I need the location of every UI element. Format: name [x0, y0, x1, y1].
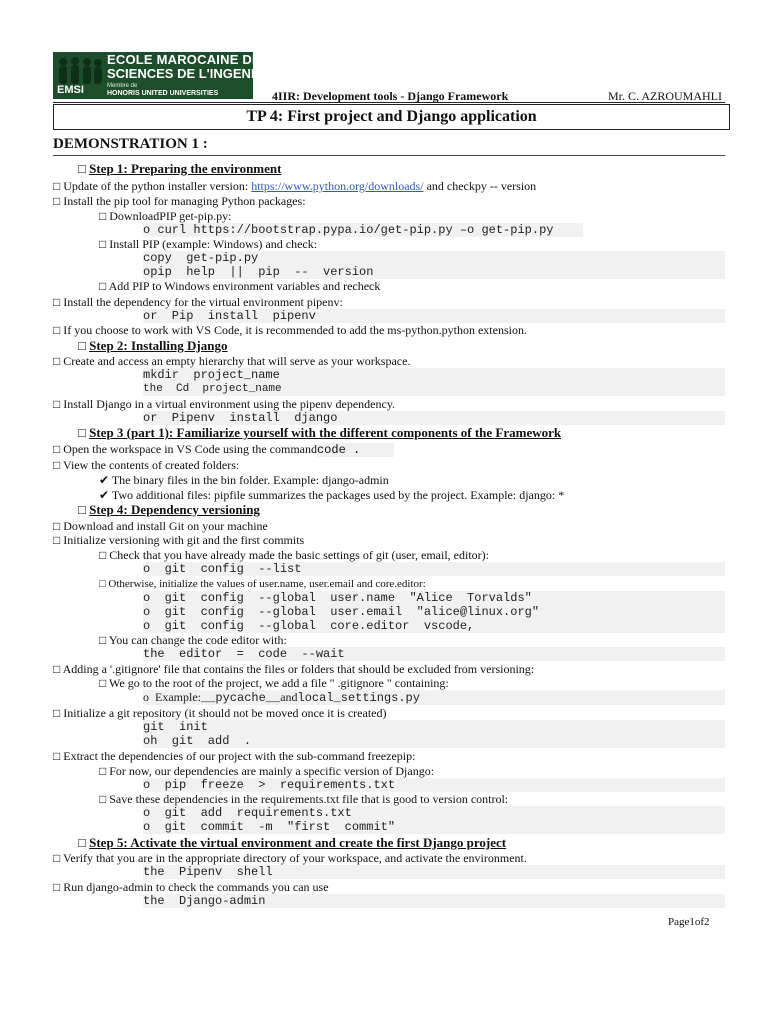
code-line: mkdir project_name: [143, 368, 725, 382]
list-item: [53, 851, 527, 865]
checkbox-icon: □: [78, 502, 90, 517]
section-heading: DEMONSTRATION 1 :: [53, 136, 208, 152]
checkbox-icon: □: [78, 161, 90, 176]
list-item-text: For now, our dependencies are mainly a specific version of Django:: [109, 764, 435, 778]
step-number: Step 3 (part 1):: [89, 425, 177, 440]
list-item: [99, 237, 317, 251]
checkbox-icon: □: [99, 578, 109, 590]
checkbox-icon: □: [53, 749, 64, 763]
checkbox-icon: □: [53, 397, 64, 411]
checkmark-icon: ✔: [99, 473, 112, 487]
list-item-text: Run django-admin to check the commands you can use: [63, 880, 329, 894]
section-divider: [53, 155, 725, 156]
list-item: [53, 880, 329, 894]
list-item-text: Otherwise, initialize the values of user.name, user.email and core.editor:: [108, 578, 426, 590]
list-item: [53, 749, 415, 763]
people-silhouette-icon: [55, 56, 105, 86]
list-item: [53, 179, 536, 193]
code-line: oh git add .: [143, 734, 725, 748]
code-fragment: __pycache__: [200, 691, 281, 705]
list-item-text: Save these dependencies in the requirements.txt file that is good to version control:: [109, 792, 509, 806]
checkbox-icon: □: [53, 354, 64, 368]
code-connector: and: [280, 690, 298, 704]
list-item: [99, 676, 449, 690]
checkbox-icon: □: [53, 295, 64, 309]
code-line: the Pipenv shell: [143, 865, 725, 879]
checkbox-icon: □: [53, 880, 64, 894]
logo-line-4: HONORIS UNITED UNIVERSITIES: [107, 90, 219, 97]
page-number: Page1of2: [668, 916, 710, 928]
checkbox-icon: □: [78, 338, 90, 353]
logo-emsi: EMSI: [57, 84, 84, 96]
code-line: o git config --global user.email "alice@linux.org": [143, 605, 725, 619]
logo-line-1: ECOLE MAROCAINE DES: [107, 52, 270, 67]
list-item-text: Open the workspace in VS Code using the command: [63, 442, 317, 456]
code-line: the editor = code --wait: [143, 647, 725, 661]
step-number: Step 4:: [89, 502, 131, 517]
checkbox-icon: □: [99, 676, 110, 690]
step-title: Familiarize yourself with the different components of the Framework: [176, 425, 562, 440]
step-heading: [78, 503, 260, 517]
list-item: [53, 533, 304, 547]
list-item: [99, 633, 287, 647]
list-item: [53, 397, 395, 411]
list-item: [53, 354, 410, 368]
checkbox-icon: □: [53, 851, 64, 865]
code-line: opip help || pip -- version: [143, 265, 725, 279]
checkbox-icon: □: [53, 458, 64, 472]
list-item-text: Install the pip tool for managing Python packages:: [63, 194, 306, 208]
code-line: git init: [143, 720, 725, 734]
list-item: [53, 323, 527, 337]
inline-code: code .: [317, 443, 394, 457]
document-title: TP 4: First project and Django application: [53, 104, 730, 130]
checkbox-icon: □: [78, 425, 90, 440]
list-item-text: Install PIP (example: Windows) and check:: [109, 237, 318, 251]
checkbox-icon: □: [78, 835, 90, 850]
checkbox-icon: □: [53, 442, 64, 456]
list-item: [99, 488, 564, 502]
checkbox-icon: □: [99, 209, 110, 223]
code-line: o git config --list: [143, 562, 725, 576]
checkbox-icon: □: [99, 633, 109, 647]
checkbox-icon: □: [99, 279, 109, 293]
step-title: Dependency versioning: [131, 502, 260, 517]
list-item-text: Extract the dependencies of our project with the sub-command freezepip:: [63, 749, 416, 763]
checkbox-icon: □: [53, 323, 64, 337]
list-item: [53, 706, 387, 720]
step-number: Step 5:: [89, 835, 131, 850]
checkbox-icon: □: [53, 706, 64, 720]
list-item-text: Check that you have already made the basic settings of git (user, email, editor):: [109, 548, 489, 562]
list-item: [99, 577, 426, 591]
code-line: o pip freeze > requirements.txt: [143, 778, 725, 792]
list-item: [99, 548, 489, 562]
step-number: Step 2:: [89, 338, 131, 353]
code-line: o git config --global core.editor vscode,: [143, 619, 725, 633]
list-item-text: Adding a '.gitignore' file that contains the files or folders that should be excluded from versioning:: [62, 662, 535, 676]
step-number: Step 1:: [89, 161, 131, 176]
list-item-text: Install the dependency for the virtual environment pipenv:: [63, 295, 343, 309]
list-item: [99, 473, 389, 487]
step-heading: [78, 162, 281, 176]
code-fragment: local_settings.py: [297, 691, 420, 705]
list-item-text: We go to the root of the project, we add a file " .gitignore " containing:: [109, 676, 449, 690]
list-item: [99, 279, 380, 293]
logo-line-3: Membre de: [107, 83, 138, 89]
list-item-text: Two additional files: pipfile summarizes the packages used by the project. Example: django: *: [111, 488, 565, 502]
code-line: o curl https://bootstrap.pypa.io/get-pip.py –o get-pip.py: [143, 223, 583, 237]
list-item: [53, 662, 534, 676]
step-title: Preparing the environment: [131, 161, 282, 176]
list-item-text: Add PIP to Windows environment variables and recheck: [108, 279, 381, 293]
list-item-text: Initialize a git repository (it should not be moved once it is created): [63, 706, 387, 720]
list-item-text: Download and install Git on your machine: [63, 519, 268, 533]
code-line: o git config --global user.name "Alice Torvalds": [143, 591, 725, 605]
code-line: the Cd project_name: [143, 382, 725, 396]
logo-line-2: SCIENCES DE L'INGENIEUR: [107, 66, 283, 81]
checkbox-icon: □: [99, 237, 110, 251]
code-line: or Pipenv install django: [143, 411, 725, 425]
list-item: [53, 458, 239, 472]
list-item-text: If you choose to work with VS Code, it is recommended to add the ms-python.python extension.: [63, 323, 527, 337]
list-item-text: and checkpy -- version: [423, 179, 537, 193]
step-heading: [78, 339, 227, 353]
step-title: Installing Django: [131, 338, 228, 353]
list-item: [99, 792, 508, 806]
step-heading: [78, 426, 561, 440]
checkbox-icon: □: [53, 194, 64, 208]
list-item-text: Install Django in a virtual environment using the pipenv dependency.: [63, 397, 396, 411]
step-heading: [78, 836, 506, 850]
code-prefix: o Example:: [143, 690, 201, 704]
list-item: [99, 209, 231, 223]
code-line: the Django-admin: [143, 894, 725, 908]
python-downloads-link[interactable]: https://www.python.org/downloads/: [251, 179, 424, 193]
list-item: [53, 295, 343, 309]
code-line: [143, 690, 725, 705]
list-item-text: View the contents of created folders:: [63, 458, 240, 472]
checkmark-icon: ✔: [99, 488, 112, 502]
list-item-text: Verify that you are in the appropriate directory of your workspace, and activate the environment.: [63, 851, 527, 865]
header-divider: [53, 102, 725, 103]
code-line: o git commit -m "first commit": [143, 820, 725, 834]
checkbox-icon: □: [99, 548, 110, 562]
list-item-text: You can change the code editor with:: [108, 633, 287, 647]
code-line: o git add requirements.txt: [143, 806, 725, 820]
checkbox-icon: □: [99, 764, 110, 778]
list-item-text: Initialize versioning with git and the first commits: [63, 533, 305, 547]
step-title: Activate the virtual environment and create the first Django project: [130, 835, 507, 850]
course-title: 4IIR: Development tools - Django Framework: [272, 89, 509, 103]
list-item: [99, 764, 434, 778]
list-item: [53, 194, 306, 208]
school-logo: [53, 52, 283, 99]
teacher-name: Mr. C. AZROUMAHLI: [608, 89, 723, 103]
checkbox-icon: □: [99, 792, 110, 806]
list-item-text: DownloadPIP get-pip.py:: [109, 209, 232, 223]
list-item: [53, 519, 268, 533]
checkbox-icon: □: [53, 533, 64, 547]
checkbox-icon: □: [53, 662, 63, 676]
list-item-text: Create and access an empty hierarchy that will serve as your workspace.: [63, 354, 411, 368]
list-item-text: The binary files in the bin folder. Example: django-admin: [111, 473, 389, 487]
checkbox-icon: □: [53, 519, 64, 533]
checkbox-icon: □: [53, 179, 64, 193]
code-line: copy get-pip.py: [143, 251, 725, 265]
code-line: or Pip install pipenv: [143, 309, 725, 323]
list-item-text: Update of the python installer version:: [63, 179, 252, 193]
list-item: [53, 442, 394, 457]
